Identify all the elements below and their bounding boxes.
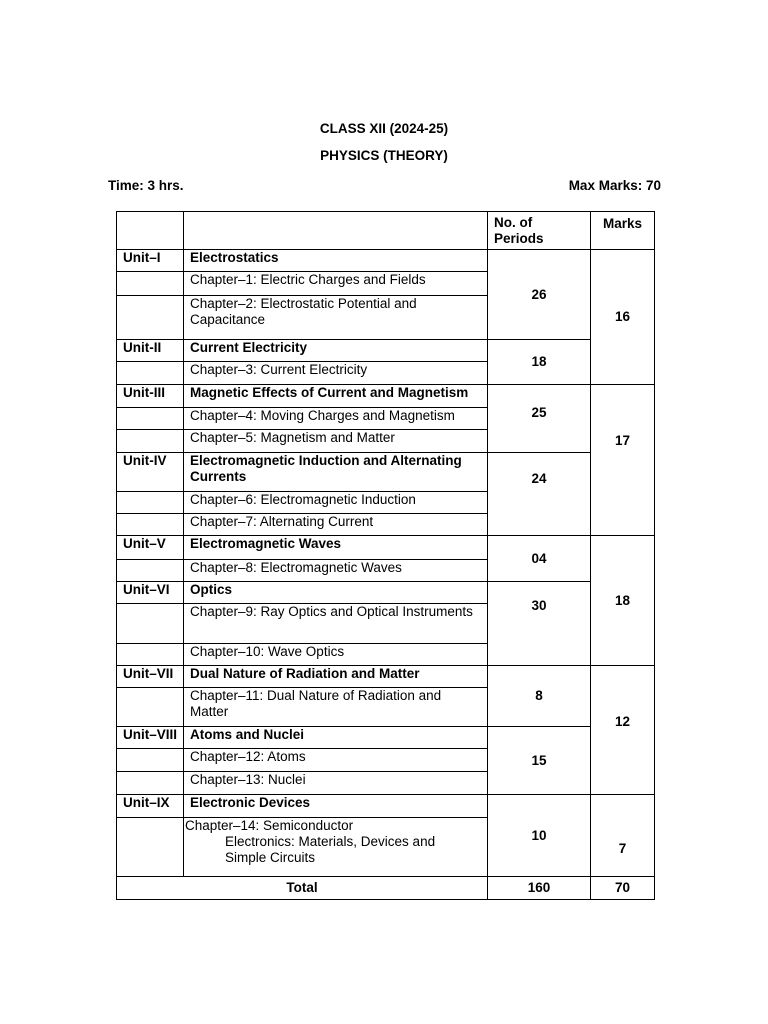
- unit-title: Atoms and Nuclei: [184, 727, 488, 749]
- periods-value: 25: [488, 385, 591, 453]
- empty-cell: [117, 514, 184, 536]
- chapter-line: Simple Circuits: [225, 850, 316, 865]
- syllabus-table: [116, 211, 655, 900]
- chapter-title: Chapter–3: Current Electricity: [184, 362, 488, 385]
- chapter-title: Chapter–2: Electrostatic Potential and Capacitance: [184, 296, 488, 340]
- marks-value: 16: [591, 250, 655, 385]
- marks-value: 7: [591, 795, 655, 877]
- chapter-title: Chapter–13: Nuclei: [184, 772, 488, 795]
- unit-label: Unit–VII: [117, 666, 184, 688]
- max-marks-label: Max Marks: 70: [568, 178, 661, 193]
- unit-title: Electromagnetic Induction and Alternating Currents: [184, 453, 488, 492]
- empty-cell: [117, 604, 184, 644]
- time-label: Time: 3 hrs.: [108, 178, 184, 193]
- empty-cell: [117, 560, 184, 582]
- empty-cell: [117, 296, 184, 340]
- chapter-title: Chapter–11: Dual Nature of Radiation and Matter: [184, 688, 488, 727]
- unit-label: Unit–IX: [117, 795, 184, 818]
- class-title: CLASS XII (2024-25): [319, 121, 449, 136]
- unit-label: Unit-IV: [117, 453, 184, 492]
- periods-value: 24: [488, 453, 591, 536]
- chapter-title: Chapter–10: Wave Optics: [184, 644, 488, 666]
- empty-cell: [117, 430, 184, 453]
- periods-value: 26: [488, 250, 591, 340]
- empty-cell: [117, 818, 184, 877]
- unit-title: Electronic Devices: [184, 795, 488, 818]
- total-periods: 160: [488, 877, 591, 900]
- chapter-line: Chapter–14: Semiconductor: [185, 818, 354, 833]
- chapter-title: Chapter–6: Electromagnetic Induction: [184, 492, 488, 514]
- subject-title: PHYSICS (THEORY): [320, 148, 448, 163]
- empty-cell: [117, 492, 184, 514]
- marks-header: Marks: [591, 212, 655, 250]
- total-marks: 70: [591, 877, 655, 900]
- unit-label: Unit–VIII: [117, 727, 184, 749]
- marks-value: 18: [591, 536, 655, 666]
- unit-label: Unit–V: [117, 536, 184, 560]
- chapter-title: Chapter–9: Ray Optics and Optical Instruments: [184, 604, 488, 644]
- periods-value: 30: [488, 582, 591, 666]
- chapter-title: Chapter–8: Electromagnetic Waves: [184, 560, 488, 582]
- unit-title: Magnetic Effects of Current and Magnetism: [184, 385, 488, 408]
- periods-value: 18: [488, 340, 591, 385]
- empty-cell: [117, 408, 184, 430]
- marks-value: 17: [591, 385, 655, 536]
- chapter-title: Chapter–12: Atoms: [184, 749, 488, 772]
- chapter-title: Chapter–7: Alternating Current: [184, 514, 488, 536]
- empty-cell: [117, 362, 184, 385]
- unit-label: Unit–VI: [117, 582, 184, 604]
- unit-title: Optics: [184, 582, 488, 604]
- empty-cell: [117, 688, 184, 727]
- chapter-line: Electronics: Materials, Devices and: [225, 834, 436, 849]
- periods-value: 15: [488, 727, 591, 795]
- unit-title: Electrostatics: [184, 250, 488, 272]
- marks-value: 12: [591, 666, 655, 795]
- chapter-title: Chapter–1: Electric Charges and Fields: [184, 272, 488, 296]
- unit-title: Electromagnetic Waves: [184, 536, 488, 560]
- empty-cell: [117, 749, 184, 772]
- empty-cell: [117, 272, 184, 296]
- chapter-title: Chapter–4: Moving Charges and Magnetism: [184, 408, 488, 430]
- header-empty-cell: [117, 212, 184, 250]
- unit-title: Current Electricity: [184, 340, 488, 362]
- periods-value: 8: [488, 666, 591, 727]
- total-label: Total: [117, 877, 488, 900]
- chapter-title: Chapter–5: Magnetism and Matter: [184, 430, 488, 453]
- empty-cell: [117, 772, 184, 795]
- unit-label: Unit–I: [117, 250, 184, 272]
- chapter-title: [184, 818, 488, 877]
- periods-value: 04: [488, 536, 591, 582]
- periods-value: 10: [488, 795, 591, 877]
- periods-header: No. of Periods: [488, 212, 591, 250]
- unit-label: Unit-II: [117, 340, 184, 362]
- empty-cell: [117, 644, 184, 666]
- unit-label: Unit-III: [117, 385, 184, 408]
- unit-title: Dual Nature of Radiation and Matter: [184, 666, 488, 688]
- header-empty-cell: [184, 212, 488, 250]
